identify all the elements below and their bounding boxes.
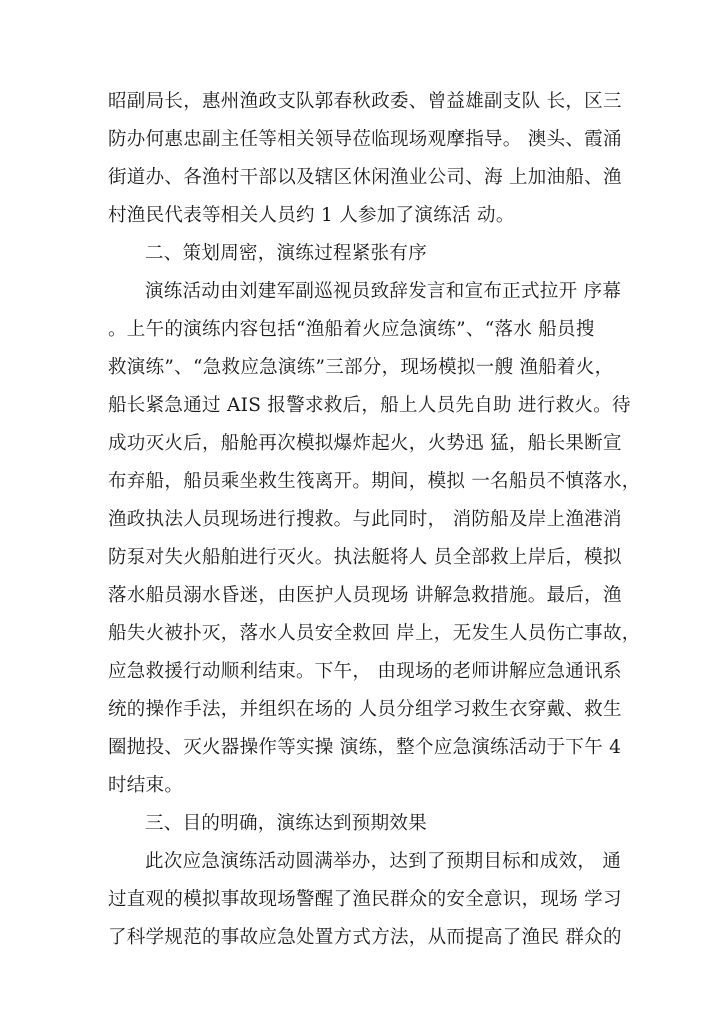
text-line: 船失火被扑灭，落水人员安全救回 岸上，无发生人员伤亡事故， (108, 623, 641, 644)
text-line: 防泵对失火船舶进行灭火。执法艇将人 员全部救上岸后，模拟 (108, 547, 622, 568)
text-line: 演练活动由刘建军副巡视员致辞发言和宣布正式拉开 序幕 (145, 281, 622, 302)
text-line: 布弃船，船员乘坐救生筏离开。期间，模拟 一名船员不慎落水， (108, 471, 641, 492)
text-line: 了科学规范的事故应急处置方式方法，从而提高了渔民 群众的 (108, 927, 622, 948)
text-line: 船长紧急通过 AIS 报警求救后，船上人员先自助 进行救火。待 (108, 395, 631, 416)
text-line: 昭副局长，惠州渔政支队郭春秋政委、曾益雄副支队 长，区三 (108, 91, 622, 112)
text-line: 村渔民代表等相关人员约 1 人参加了演练活 动。 (108, 205, 515, 226)
text-line: 过直观的模拟事故现场警醒了渔民群众的安全意识，现场 学习 (108, 889, 622, 910)
text-line: 圈抛投、灭火器操作等实操 演练，整个应急演练活动于下午 4 (108, 737, 622, 758)
text-line: 落水船员溺水昏迷，由医护人员现场 讲解急救措施。最后，渔 (108, 585, 622, 606)
text-line: 。上午的演练内容包括“渔船着火应急演练”、“落水 船员搜 (108, 319, 595, 340)
text-line: 时结束。 (108, 775, 184, 796)
text-line: 此次应急演练活动圆满举办，达到了预期目标和成效， 通 (145, 851, 622, 872)
text-line: 统的操作手法，并组织在场的 人员分组学习救生衣穿戴、救生 (108, 699, 622, 720)
text-line: 救演练”、“急救应急演练”三部分，现场模拟一艘 渔船着火， (108, 357, 614, 378)
section-heading: 二、策划周密，演练过程紧张有序 (145, 243, 428, 264)
text-line: 应急救援行动顺利结束。下午， 由现场的老师讲解应急通讯系 (108, 661, 622, 682)
text-line: 防办何惠忠副主任等相关领导莅临现场观摩指导。 澳头、霞涌 (108, 129, 622, 150)
text-line: 成功灭火后，船舱再次模拟爆炸起火，火势迅 猛，船长果断宣 (108, 433, 622, 454)
section-heading: 三、目的明确，演练达到预期效果 (145, 813, 428, 834)
text-line: 渔政执法人员现场进行搜救。与此同时， 消防船及岸上渔港消 (108, 509, 622, 530)
text-line: 街道办、各渔村干部以及辖区休闲渔业公司、海 上加油船、渔 (108, 167, 622, 188)
